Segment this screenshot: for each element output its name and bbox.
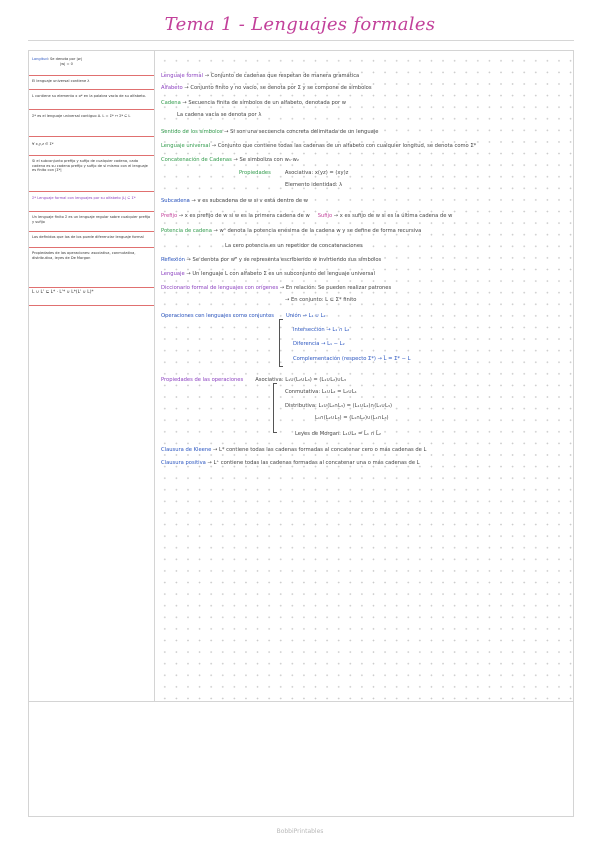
note-line: La cadena vacía se denota por λ: [177, 112, 262, 118]
note-text: → Conjunto finito y no vacío, se denota por Σ y se compone de símbolos: [182, 85, 372, 91]
note-line: Intersección → L₁ ∩ L₂: [293, 327, 350, 333]
note-term: Subcadena: [161, 198, 190, 204]
cue-entry: Si el subconjunto prefijo y sufijo de cualquier cadena, cada cadena es su cadena prefijo y sufijo de sí mismo con el lenguaje es finito con |Σ*|: [32, 159, 148, 173]
notes-column: [155, 51, 573, 701]
note-term: Cadena: [161, 100, 181, 106]
cue-separator: [29, 287, 154, 288]
cue-entry: El lenguaje universal contiene λ: [32, 79, 90, 83]
cue-entry: ∀ x,y,z ∈ Σ*: [32, 142, 54, 146]
cue-text: |w| = 0: [60, 61, 73, 66]
cue-entry-longitud: [32, 57, 152, 66]
cue-text: : Se denota por |w|: [47, 57, 82, 61]
cue-separator: [29, 89, 154, 90]
note-term: Reflexión: [161, 257, 185, 263]
note-line: [161, 460, 420, 466]
note-line: [161, 285, 391, 291]
note-line: Diferencia → L₁ − L₂: [293, 341, 345, 347]
cue-text: Σ* Lenguaje formal con lenguajes por su alfabeto |L| ⊆ Σ*: [32, 196, 136, 200]
cue-separator: [29, 231, 154, 232]
note-term: Concatenación de Cadenas: [161, 157, 232, 163]
cue-entry: [32, 196, 152, 201]
cue-entry: Un lenguaje finito Σ es un lenguaje regular sobre cualquier prefijo y sufijo: [32, 215, 151, 224]
note-line: → En conjunto: L ⊆ Σ* finito: [285, 297, 357, 303]
note-line: Elemento identidad: λ: [285, 182, 343, 188]
note-term: Lenguaje universal: [161, 143, 211, 149]
note-term: Clausura positiva: [161, 460, 206, 466]
cornell-notes-sheet: [28, 50, 574, 817]
note-term: Propiedades de las operaciones: [161, 377, 244, 383]
note-text: → x es sufijo de w si es la última cadena de w: [332, 213, 453, 219]
note-line: [161, 73, 359, 79]
note-line: [161, 447, 426, 453]
cue-separator: [29, 211, 154, 212]
cue-entry: Los definidos que los de los puede diferenciar lenguaje formal: [32, 235, 144, 239]
note-term: Operaciones con lenguajes como conjuntos: [161, 313, 274, 319]
note-line: [161, 313, 326, 319]
cue-separator: [29, 136, 154, 137]
note-term: Sufijo: [317, 213, 333, 219]
note-text: Unión → L₁ ∪ L₂: [285, 313, 326, 319]
brand-footer: BobbiPrintables: [276, 828, 324, 835]
note-term: Alfabeto: [161, 85, 183, 91]
note-line: [161, 257, 381, 263]
cue-separator: [29, 75, 154, 76]
note-text: → Se simboliza con w₁·w₂: [231, 157, 299, 163]
note-line: [161, 85, 372, 91]
note-text: → wⁿ denota la potencia enésima de la cadena w y se define de forma recursiva: [211, 228, 422, 234]
note-term: Diccionario formal de lenguajes con orígenes: [161, 285, 279, 291]
note-text: → L* contiene todas las cadenas formadas al concatenar cero o más cadenas de L: [211, 447, 427, 453]
note-line: [161, 228, 421, 234]
page-title: Tema 1 - Lenguajes formales: [164, 14, 436, 35]
note-line: [161, 157, 299, 163]
note-line: Complementación (respecto Σ*) → L̄ = Σ* − L: [293, 356, 411, 362]
operations-bracket: [279, 319, 283, 367]
note-line: [161, 213, 452, 219]
note-text: → v es subcadena de w si v está dentro de w: [189, 198, 308, 204]
note-term: Potencia de cadena: [161, 228, 212, 234]
note-text: → Si son una secuencia concreta delimitada de un lenguaje: [222, 129, 379, 135]
cue-entry: Σ* es el lenguaje universal contiguo A. L = Σ* ↔ Σ* ⊆ L: [32, 114, 131, 118]
note-term: Lenguaje formal: [161, 73, 204, 79]
cue-term: Longitud: [32, 57, 48, 61]
title-divider: [28, 40, 574, 41]
note-text: Asociativa: x(yz) = (xy)z: [284, 170, 349, 176]
note-line: [161, 143, 476, 149]
cue-separator: [29, 305, 154, 306]
note-line: [161, 129, 378, 135]
note-text: → Un lenguaje L con alfabeto Σ es un subconjunto del lenguaje universal: [184, 271, 375, 277]
note-line: Leyes de Morgan: L₁∪L₂ = L̄₁ ∩ L̄₂: [295, 431, 381, 437]
note-line: Distributiva: L₁∪(L₂∩L₃) = (L₁∪L₂)∩(L₁∪L₃): [285, 403, 393, 409]
note-line: [239, 170, 348, 176]
note-text: → En relación: Se pueden realizar patrones: [278, 285, 392, 291]
note-term: Lenguaje: [161, 271, 185, 277]
note-term: Clausura de Kleene: [161, 447, 212, 453]
note-text: → x es prefijo de w si w es la primera cadena de w: [177, 213, 310, 219]
note-term: Prefijo: [161, 213, 178, 219]
note-line: [161, 100, 346, 106]
cue-separator: [29, 247, 154, 248]
note-text: → Conjunto que contiene todas las cadenas de un alfabeto con cualquier longitud, se denota como Σ*: [210, 143, 477, 149]
note-line: [161, 271, 375, 277]
properties-bracket: [273, 383, 277, 433]
note-text: → L⁺ contiene todas las cadenas formadas al concatenar una o más cadenas de L: [205, 460, 420, 466]
note-text: → Secuencia finita de símbolos de un alfabeto, denotada por w: [180, 100, 347, 106]
cue-entry: L ∪ L' ⊆ L* · L'* ∪ L*(L' ∪ L)*: [32, 290, 94, 295]
note-line: L₁∩(L₂∪L₃) = (L₁∩L₂)∪(L₁∩L₃): [315, 415, 389, 421]
note-line: [161, 198, 308, 204]
cue-separator: [29, 109, 154, 110]
note-term: Sentido de los símbolos: [161, 129, 223, 135]
note-line: [161, 377, 346, 383]
note-text: Asociativa: L₁∪(L₂∪L₃) = (L₁∪L₂)∪L₃: [255, 377, 346, 383]
cue-separator: [29, 155, 154, 156]
note-line: La cero potencia es un repetidor de concatenaciones: [225, 243, 363, 249]
note-text: → Conjunto de cadenas que respetan de manera gramática: [203, 73, 360, 79]
note-line: Conmutativa: L₁∪L₂ = L₂∪L₁: [285, 389, 357, 395]
cue-separator: [29, 191, 154, 192]
cue-entry: Propiedades de las operaciones: asociativa, conmutativa, distributiva, leyes de De Morgan: [32, 251, 136, 260]
note-term: Propiedades: [239, 170, 271, 176]
summary-area: [29, 701, 573, 816]
cue-column: [29, 51, 155, 701]
note-text: → Se denota por wᴿ y se representa escribiendo w invirtiendo sus símbolos: [184, 257, 382, 263]
cue-entry: L contiene su elemento x o* en la palabra vacía de su alfabeto.: [32, 94, 146, 98]
